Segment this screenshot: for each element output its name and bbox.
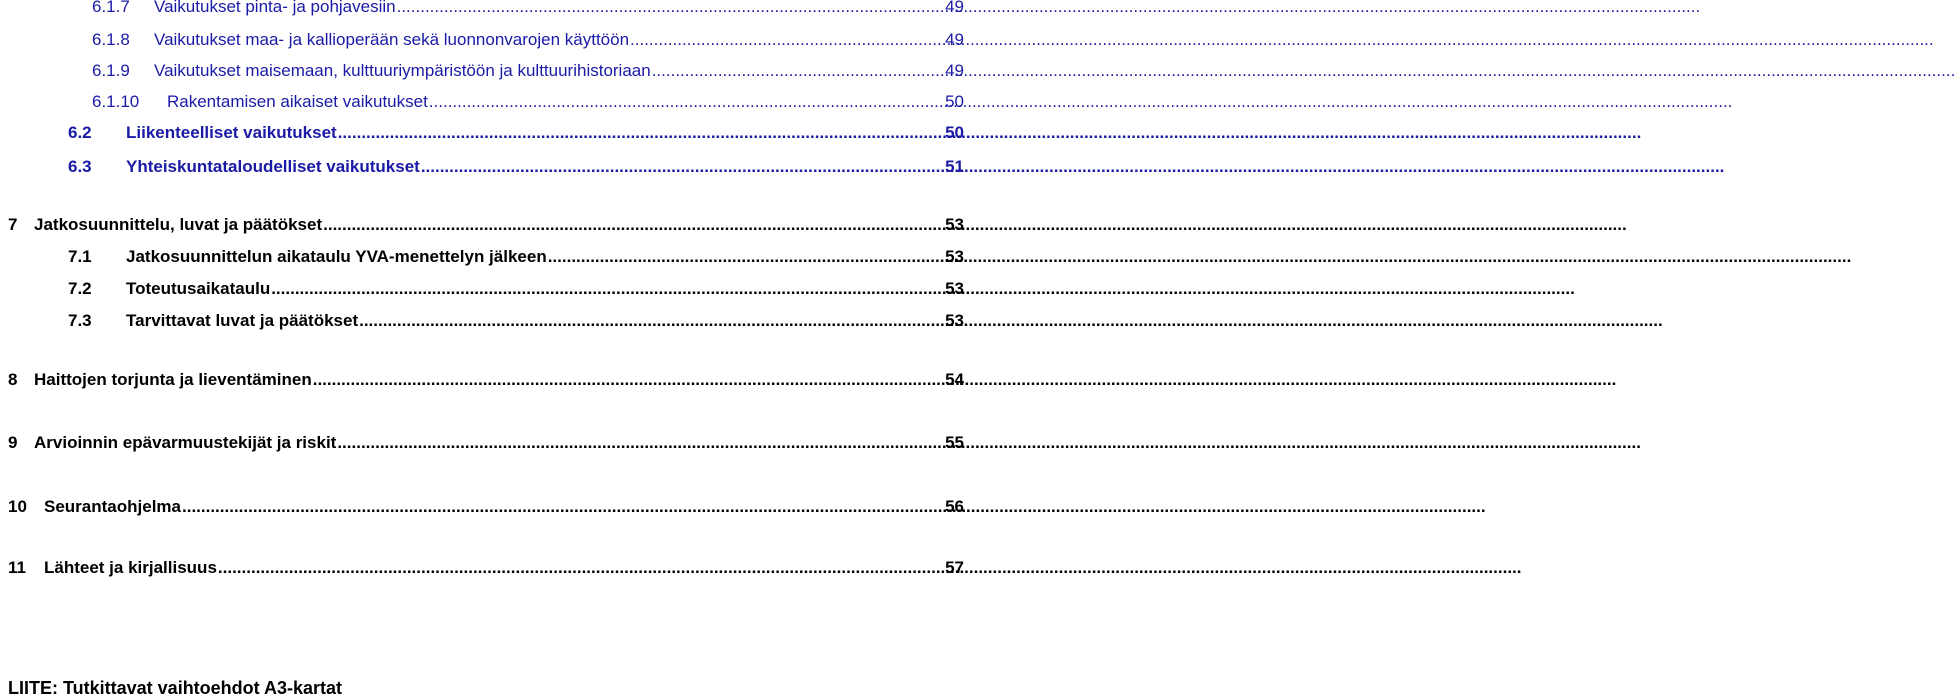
dot-leader bbox=[336, 430, 1641, 456]
toc-entry-page: 54 bbox=[945, 370, 964, 389]
toc-entry-11[interactable] bbox=[0, 555, 964, 581]
dot-leader bbox=[322, 212, 1627, 238]
toc-entry-page: 55 bbox=[945, 433, 964, 452]
toc-entry-title: Jatkosuunnittelun aikataulu YVA-menettelyn jälkeen bbox=[126, 247, 547, 266]
toc-entry-number: 6.1.7 bbox=[92, 0, 130, 16]
dot-leader bbox=[312, 367, 1617, 393]
toc-entry-number: 7 bbox=[8, 215, 18, 234]
toc-entry-title: Jatkosuunnittelu, luvat ja päätökset bbox=[34, 215, 323, 234]
toc-entry-page: 50 bbox=[945, 123, 964, 142]
toc-entry-number: 9 bbox=[8, 433, 18, 452]
toc-entry-number: 6.3 bbox=[68, 157, 92, 176]
toc-entry-number: 7.1 bbox=[68, 247, 92, 266]
toc-entry-number: 7.3 bbox=[68, 311, 92, 330]
toc-entry-title: Lähteet ja kirjallisuus bbox=[44, 558, 217, 577]
toc-entry-number: 6.1.10 bbox=[92, 92, 140, 111]
toc-entry-6-1-7[interactable] bbox=[0, 0, 964, 20]
toc-entry-number: 6.1.8 bbox=[92, 30, 130, 49]
toc-entry-title: Yhteiskuntataloudelliset vaikutukset bbox=[126, 157, 420, 176]
toc-entry-6-1-9[interactable] bbox=[0, 58, 964, 84]
dot-leader bbox=[547, 244, 1852, 270]
toc-entry-page: 49 bbox=[945, 0, 964, 16]
toc-entry-page: 50 bbox=[945, 92, 964, 111]
toc-entry-7-2[interactable] bbox=[0, 276, 964, 302]
toc-entry-7[interactable] bbox=[0, 212, 964, 238]
toc-entry-title: Haittojen torjunta ja lieventäminen bbox=[34, 370, 312, 389]
toc-entry-9[interactable] bbox=[0, 430, 964, 456]
toc-entry-8[interactable] bbox=[0, 367, 964, 393]
dot-leader bbox=[337, 120, 1642, 146]
toc-entry-number: 6.1.9 bbox=[92, 61, 130, 80]
dot-leader bbox=[629, 27, 1934, 53]
toc-entry-page: 53 bbox=[945, 311, 964, 330]
toc-entry-title: Arvioinnin epävarmuustekijät ja riskit bbox=[34, 433, 337, 452]
toc-entry-number: 10 bbox=[8, 497, 27, 516]
toc-entry-title: Vaikutukset maa- ja kallioperään sekä luonnonvarojen käyttöön bbox=[154, 30, 630, 49]
toc-entry-number: 7.2 bbox=[68, 279, 92, 298]
dot-leader bbox=[358, 308, 1663, 334]
toc-entry-6-1-10[interactable] bbox=[0, 89, 964, 115]
dot-leader bbox=[396, 0, 1701, 20]
toc-entry-6-1-8[interactable] bbox=[0, 27, 964, 53]
toc-entry-number: 8 bbox=[8, 370, 18, 389]
toc-entry-title: Seurantaohjelma bbox=[44, 497, 181, 516]
toc-entry-6-3[interactable] bbox=[0, 154, 964, 180]
toc-entry-number: 6.2 bbox=[68, 123, 92, 142]
toc-entry-page: 49 bbox=[945, 30, 964, 49]
toc-entry-title: Vaikutukset maisemaan, kulttuuriympäristöön ja kulttuurihistoriaan bbox=[154, 61, 651, 80]
toc-entry-7-3[interactable] bbox=[0, 308, 964, 334]
dot-leader bbox=[428, 89, 1733, 115]
toc-entry-number: 11 bbox=[8, 558, 26, 577]
toc-entry-page: 53 bbox=[945, 279, 964, 298]
toc-entry-title: Tarvittavat luvat ja päätökset bbox=[126, 311, 359, 330]
toc-entry-page: 53 bbox=[945, 215, 964, 234]
toc-entry-page: 51 bbox=[945, 157, 964, 176]
toc-entry-6-2[interactable] bbox=[0, 120, 964, 146]
toc-entry-title: Toteutusaikataulu bbox=[126, 279, 271, 298]
annex-heading: LIITE: Tutkittavat vaihtoehdot A3-kartat bbox=[8, 678, 343, 698]
toc-entry-page: 49 bbox=[945, 61, 964, 80]
toc-entry-title: Rakentamisen aikaiset vaikutukset bbox=[167, 92, 428, 111]
dot-leader bbox=[420, 154, 1725, 180]
toc-entry-title: Vaikutukset pinta- ja pohjavesiin bbox=[154, 0, 396, 16]
toc-entry-page: 56 bbox=[945, 497, 964, 516]
toc-entry-page: 53 bbox=[945, 247, 964, 266]
dot-leader bbox=[181, 494, 1486, 520]
toc-entry-10[interactable] bbox=[0, 494, 964, 520]
toc-entry-page: 57 bbox=[945, 558, 964, 577]
toc-entry-title: Liikenteelliset vaikutukset bbox=[126, 123, 337, 142]
toc-entry-7-1[interactable] bbox=[0, 244, 964, 270]
dot-leader bbox=[270, 276, 1575, 302]
dot-leader bbox=[651, 58, 1955, 84]
dot-leader bbox=[217, 555, 1522, 581]
